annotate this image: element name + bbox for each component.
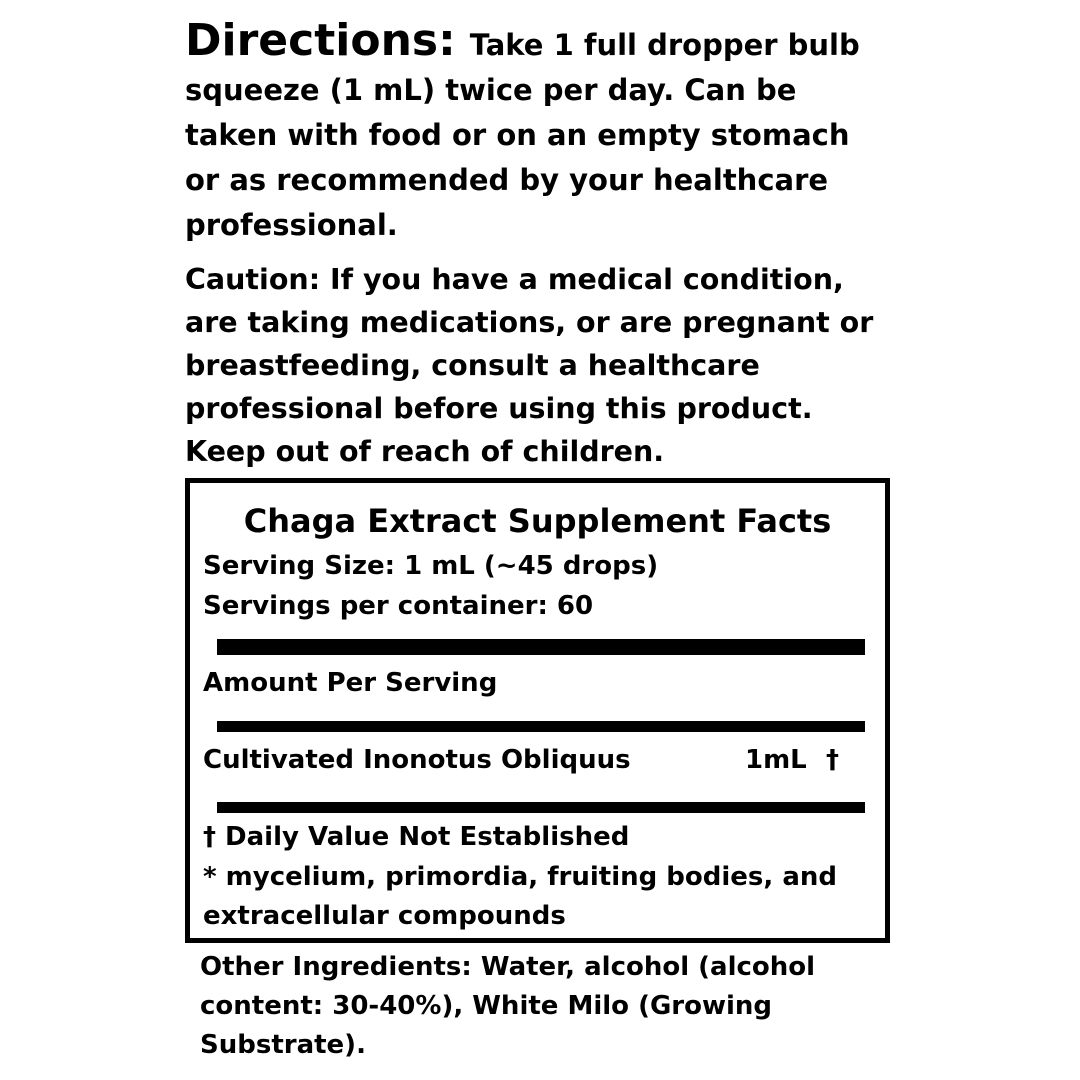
supplement-facts-title: Chaga Extract Supplement Facts (243, 502, 832, 540)
directions-text: Take 1 full dropper bulb squeeze (1 mL) twice per day. Can be taken with food or on an empty stomach or as recommended by your healthcare professional. (185, 28, 860, 242)
divider-bar-middle (217, 721, 865, 732)
divider-bar-bottom (217, 802, 865, 813)
amount-per-serving-header: Amount Per Serving (203, 668, 498, 698)
caution-section (185, 258, 895, 473)
serving-size: Serving Size: 1 mL (~45 drops) (203, 551, 659, 581)
caution-text: Caution: If you have a medical condition, are taking medications, or are pregnant or breastfeeding, consult a healthcare professional before using this product. Keep out of reach of children. (185, 263, 874, 468)
ingredient-amount: 1mL (745, 745, 807, 775)
footnote-parts: * mycelium, primordia, fruiting bodies, and extracellular compounds (203, 862, 837, 931)
directions-heading: Directions: (185, 15, 456, 66)
divider-bar-top (217, 639, 865, 655)
directions-section (185, 15, 885, 248)
other-ingredients-text: Other Ingredients: Water, alcohol (alcohol content: 30-40%), White Milo (Growing Substrate). (200, 952, 816, 1060)
other-ingredients (200, 948, 840, 1065)
supplement-facts-panel (185, 478, 890, 943)
servings-per-container: Servings per container: 60 (203, 591, 594, 621)
footnote-daily-value: † Daily Value Not Established (203, 822, 630, 852)
ingredient-name: Cultivated Inonotus Obliquus (203, 745, 631, 775)
ingredient-daily-value-mark: † (826, 745, 839, 775)
